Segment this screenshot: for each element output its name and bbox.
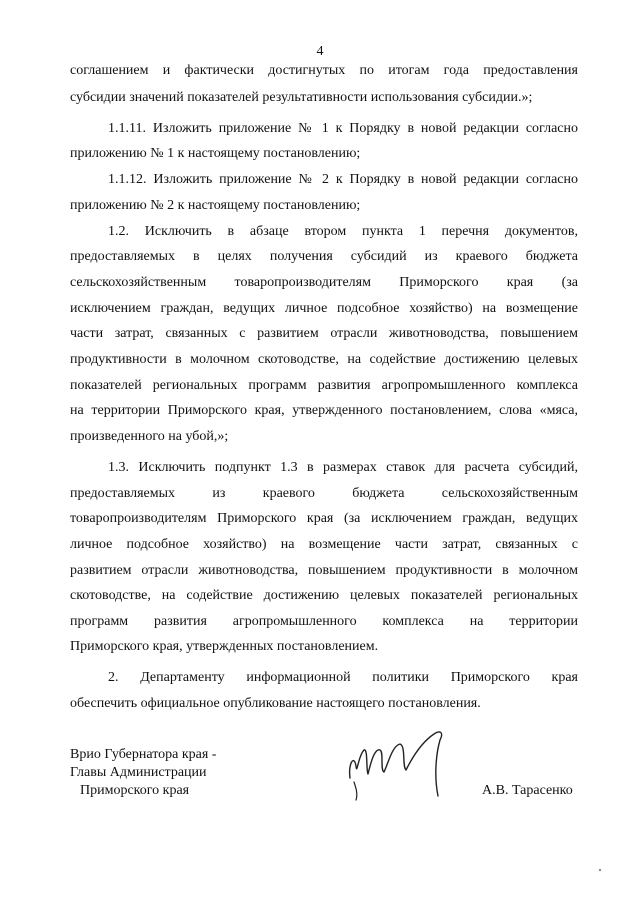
signer-title-line: Врио Губернатора края - <box>70 747 217 762</box>
text-line: произведенного на убой,»; <box>70 429 229 444</box>
text-line: продуктивности в молочном скотоводстве, на содействие достижению целевых <box>70 352 578 367</box>
text-line: Приморского края, утвержденных постановлением. <box>70 639 379 654</box>
text-line: соглашением и фактически достигнутых по итогам года предоставления <box>70 63 578 78</box>
text-line: развитием отрасли животноводства, повышением продуктивности в молочном <box>70 563 578 578</box>
page-number: 4 <box>316 44 324 59</box>
text-line: 1.3. Исключить подпункт 1.3 в размерах ставок для расчета субсидий, <box>108 460 578 475</box>
text-line: 1.1.11. Изложить приложение № 1 к Порядку в новой редакции согласно <box>108 121 578 136</box>
text-line: товаропроизводителям Приморского края (за исключением граждан, ведущих <box>70 511 578 526</box>
text-line: приложению № 1 к настоящему постановлению; <box>70 146 361 161</box>
text-line: исключением граждан, ведущих личное подсобное хозяйство) на возмещение <box>70 301 578 316</box>
text-line: предоставляемых из краевого бюджета сельскохозяйственным <box>70 486 578 501</box>
signer-title-line: Приморского края <box>80 783 190 798</box>
text-line: на территории Приморского края, утвержденного постановлением, слова «мяса, <box>70 403 578 418</box>
text-line: скотоводстве, на содействие достижению целевых показателей региональных <box>70 588 578 603</box>
handwritten-signature <box>344 726 454 816</box>
text-line: программ развития агропромышленного комплекса на территории <box>70 614 578 629</box>
text-line: части затрат, связанных с развитием отрасли животноводства, повышением <box>70 326 578 341</box>
text-line: личное подсобное хозяйство) на возмещение части затрат, связанных с <box>70 537 578 552</box>
scan-speck <box>599 869 601 871</box>
text-line: 1.1.12. Изложить приложение № 2 к Порядку в новой редакции согласно <box>108 172 578 187</box>
signer-name: А.В. Тарасенко <box>482 783 573 798</box>
text-line: субсидии значений показателей результативности использования субсидии.»; <box>70 90 533 105</box>
text-line: 1.2. Исключить в абзаце втором пункта 1 перечня документов, <box>108 224 578 239</box>
text-line: 2. Департаменту информационной политики Приморского края <box>108 670 578 685</box>
text-line: сельскохозяйственным товаропроизводителям Приморского края (за <box>70 275 578 290</box>
signer-title-line: Главы Администрации <box>70 765 207 780</box>
text-line: приложению № 2 к настоящему постановлению; <box>70 198 361 213</box>
signer-title-block <box>70 746 216 800</box>
text-line: обеспечить официальное опубликование настоящего постановления. <box>70 696 481 711</box>
text-line: показателей региональных программ развития агропромышленного комплекса <box>70 378 578 393</box>
text-line: предоставляемых в целях получения субсидий из краевого бюджета <box>70 249 578 264</box>
